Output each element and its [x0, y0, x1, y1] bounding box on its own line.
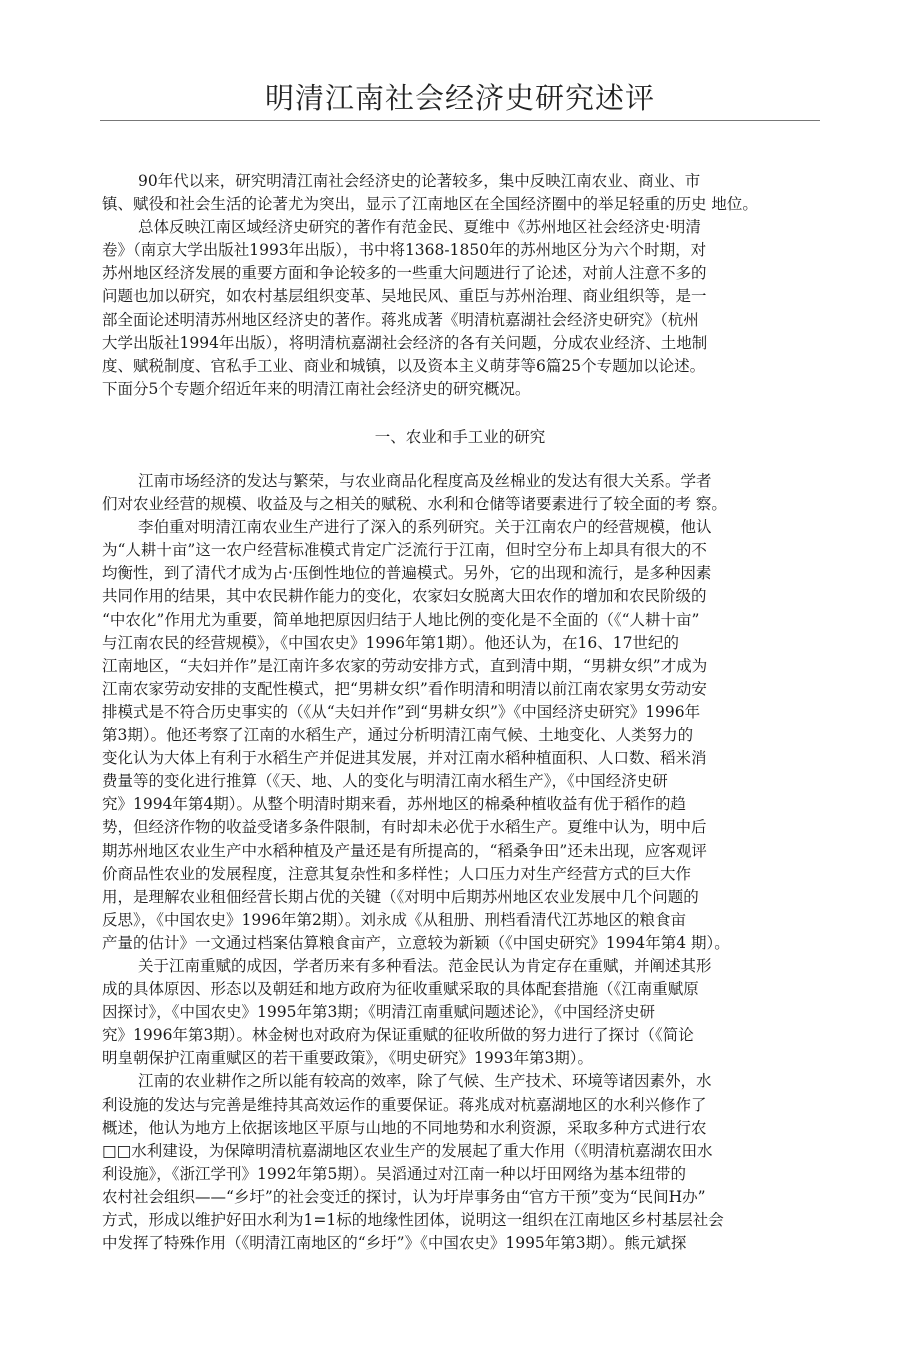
text-line: 均衡性，到了清代才成为占·压倒性地位的普遍模式。另外，它的出现和流行，是多种因素 [102, 564, 712, 583]
text-line: 问题也加以研究，如农村基层组织变革、吴地民风、重臣与苏州治理、商业组织等，是一 [102, 287, 707, 306]
text-line: 方式，形成以维护好田水利为1=1标的地缘性团体，说明这一组织在江南地区乡村基层社会 [102, 1211, 724, 1229]
text-line: 农村社会组织——“乡圩”的社会变迁的探讨，认为圩岸事务由“官方干预”变为“民间H办” [102, 1187, 706, 1206]
text-line: 因探讨》，《中国农史》1995年第3期；《明清江南重赋问题述论》，《中国经济史研 [102, 1003, 656, 1022]
text-line: “中农化”作用尤为重要，简单地把原因归结于人地比例的变化是不全面的（《“人耕十亩” [102, 610, 700, 629]
text-line: □□水利建设，为保障明清杭嘉湖地区农业生产的发展起了重大作用（《明清杭嘉湖农田水 [102, 1141, 713, 1160]
text-line: 江南地区，“夫妇并作”是江南许多农家的劳动安排方式，直到清中期，“男耕女织”才成为 [102, 656, 708, 675]
text-line: 江南农家劳动安排的支配性模式，把“男耕女织”看作明清和明清以前江南农家男女劳动安 [102, 679, 707, 698]
text-line: 苏州地区经济发展的重要方面和争论较多的一些重大问题进行了论述，对前人注意不多的 [102, 264, 707, 283]
section1-text [102, 470, 802, 1255]
text-line: 部全面论述明清苏州地区经济史的著作。蒋兆成著《明清杭嘉湖社会经济史研究》（杭州 [102, 310, 699, 329]
text-line: 用，是理解农业租佃经营长期占优的关键（《对明中后期苏州地区农业发展中几个问题的 [102, 887, 699, 906]
text-line: 排模式是不符合历史事实的（《从“夫妇并作”到“男耕女织”》《中国经济史研究》1996年 [102, 702, 701, 721]
text-line: 期苏州地区农业生产中水稻种植及产量还是有所提高的，“稻桑争田”还未出现，应客观评 [102, 841, 707, 860]
text-line: 江南的农业耕作之所以能有较高的效率，除了气候、生产技术、环境等诸因素外，水 [138, 1072, 712, 1091]
text-line: 明皇朝保护江南重赋区的若干重要政策》，《明史研究》1993年第3期）。 [102, 1049, 594, 1068]
text-line: 大学出版社1994年出版），将明清杭嘉湖社会经济的各有关问题，分成农业经济、土地制 [102, 333, 708, 352]
text-line: 势，但经济作物的收益受诸多条件限制，有时却未必优于水稻生产。夏维中认为，明中后 [102, 818, 707, 837]
text-line: 卷》（南京大学出版社1993年出版），书中将1368-1850年的苏州地区分为六个时期，对 [102, 241, 707, 260]
text-line: 们对农业经营的规模、收益及与之相关的赋税、水利和仓储等诸要素进行了较全面的考 察。 [102, 495, 727, 514]
text-line: 价商品性农业的发展程度，注意其复杂性和多样性；人口压力对生产经营方式的巨大作 [102, 864, 692, 883]
text-line: 利设施的发达与完善是维持其高效运作的重要保证。蒋兆成对杭嘉湖地区的水利兴修作了 [102, 1095, 707, 1114]
text-line: 江南市场经济的发达与繁荣，与农业商品化程度高及丝棉业的发达有很大关系。学者 [138, 472, 712, 490]
text-line: 利设施》，《浙江学刊》1992年第5期）。吴滔通过对江南一种以圩田网络为基本纽带的 [102, 1164, 687, 1183]
title-divider [100, 120, 820, 121]
text-line: 总体反映江南区域经济史研究的著作有范金民、夏维中《苏州地区社会经济史·明清 [138, 218, 701, 237]
text-line: 成的具体原因、形态以及朝廷和地方政府为征收重赋采取的具体配套措施（《江南重赋原 [102, 980, 699, 999]
text-line: 产量的估计》一文通过档案估算粮食亩产，立意较为新颖（《中国史研究》1994年第4 期）。 [102, 933, 730, 952]
text-line: 共同作用的结果，其中农民耕作能力的变化，农家妇女脱离大田农作的增加和农民阶级的 [102, 587, 707, 606]
text-line: 概述，他认为地方上依据该地区平原与山地的不同地势和水利资源，采取多种方式进行农 [102, 1118, 707, 1137]
intro-text [102, 170, 802, 401]
document-title: 明清江南社会经济史研究述评 [264, 81, 655, 115]
text-line: 镇、赋役和社会生活的论著尤为突出，显示了江南地区在全国经济圈中的举足轻重的历史 地位。 [102, 195, 758, 214]
text-line: 究》1996年第3期）。林金树也对政府为保证重赋的征收所做的努力进行了探讨（《简论 [102, 1026, 694, 1045]
text-line: 费量等的变化进行推算（《天、地、人的变化与明清江南水稻生产》，《中国经济史研 [102, 772, 668, 791]
text-line: 下面分5个专题介绍近年来的明清江南社会经济史的研究概况。 [102, 379, 531, 398]
text-line: 与江南农民的经营规模》，《中国农史》1996年第1期）。他还认为，在16、17世纪的 [102, 633, 680, 652]
text-line: 中发挥了特殊作用（《明清江南地区的“乡圩”》《中国农史》1995年第3期）。熊元斌探 [102, 1234, 687, 1253]
text-line: 究》1994年第4期）。从整个明清时期来看，苏州地区的棉桑种植收益有优于稻作的趋 [102, 795, 687, 814]
text-line: 关于江南重赋的成因，学者历来有多种看法。范金民认为肯定存在重赋，并阐述其形 [138, 956, 712, 975]
text-line: 为“人耕十亩”这一农户经营标准模式肯定广泛流行于江南，但时空分布上却具有很大的不 [102, 541, 707, 560]
section-heading: 一、农业和手工业的研究 [374, 428, 546, 446]
text-line: 反思》，《中国农史》1996年第2期）。刘永成《从租册、刑档看清代江苏地区的粮食亩 [102, 910, 687, 929]
text-line: 第3期）。他还考察了江南的水稻生产，通过分析明清江南气候、土地变化、人类努力的 [102, 726, 694, 745]
text-line: 李伯重对明清江南农业生产进行了深入的系列研究。关于江南农户的经营规模，他认 [138, 518, 712, 537]
text-line: 度、赋税制度、官私手工业、商业和城镇，以及资本主义萌芽等6篇25个专题加以论述。 [102, 356, 706, 375]
text-line: 90年代以来，研究明清江南社会经济史的论著较多，集中反映江南农业、商业、市 [138, 172, 701, 190]
text-line: 变化认为大体上有利于水稻生产并促进其发展，并对江南水稻种植面积、人口数、稻米消 [102, 749, 707, 768]
